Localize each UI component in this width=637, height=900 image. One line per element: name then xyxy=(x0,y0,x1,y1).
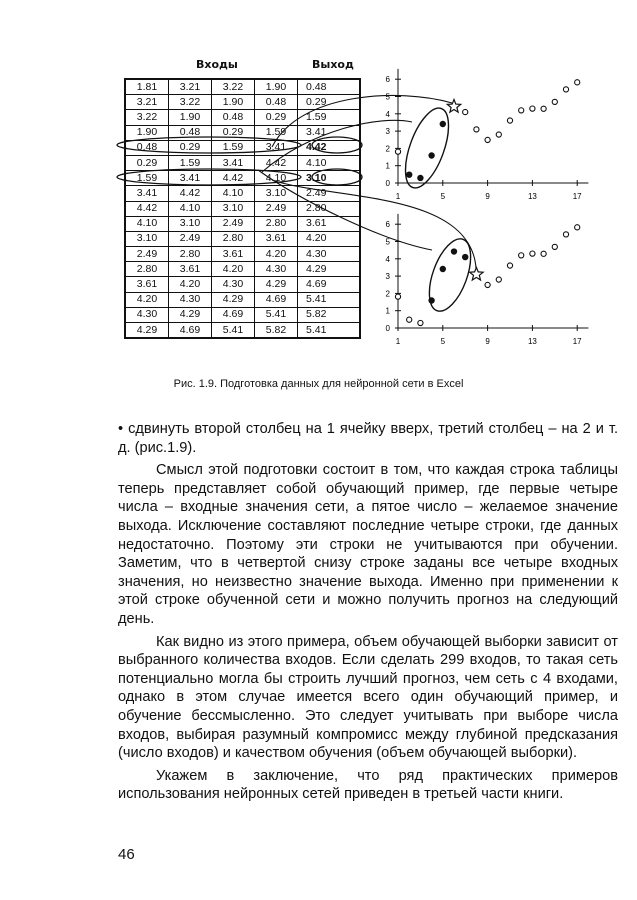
y-tick-label: 3 xyxy=(385,272,390,282)
x-tick-label: 17 xyxy=(572,192,582,201)
input-cell: 4.20 xyxy=(212,262,255,277)
bullet-paragraph: • сдвинуть второй столбец на 1 ячейку вверх, третий столбец – на 2 и т. д. (рис.1.9). xyxy=(118,421,618,456)
page-number: 46 xyxy=(118,846,135,863)
x-tick-label: 5 xyxy=(440,337,446,346)
input-cell: 1.90 xyxy=(212,95,255,110)
data-point-input xyxy=(440,121,446,127)
input-cell: 4.69 xyxy=(255,292,298,307)
input-cell: 1.90 xyxy=(169,110,212,125)
input-cell: 4.30 xyxy=(125,307,169,322)
y-tick-label: 4 xyxy=(385,254,390,264)
input-cell: 0.29 xyxy=(125,155,169,170)
input-cell: 3.41 xyxy=(212,155,255,170)
data-point-input xyxy=(462,254,468,260)
output-cell: 2.49 xyxy=(298,186,361,201)
y-tick-label: 1 xyxy=(385,306,390,316)
input-cell: 4.20 xyxy=(125,292,169,307)
input-cell: 4.10 xyxy=(255,171,298,186)
data-point-series xyxy=(474,127,479,132)
data-point-target xyxy=(470,267,483,280)
data-point-series xyxy=(485,282,490,287)
input-cell: 4.29 xyxy=(125,323,169,339)
data-point-series xyxy=(541,106,546,111)
y-tick-label: 1 xyxy=(385,161,390,171)
input-cell: 2.80 xyxy=(255,216,298,231)
figure-caption: Рис. 1.9. Подготовка данных для нейронной сети в Excel xyxy=(173,378,464,390)
input-cell: 5.82 xyxy=(255,323,298,339)
data-point-series xyxy=(507,118,512,123)
input-cell: 2.80 xyxy=(125,262,169,277)
figure-overlay xyxy=(0,0,637,380)
data-point-series xyxy=(463,109,468,114)
input-cell: 1.90 xyxy=(255,79,298,95)
arrow-curve-3 xyxy=(272,180,476,268)
input-cell: 4.29 xyxy=(169,307,212,322)
data-point-series xyxy=(519,253,524,258)
input-cell: 2.49 xyxy=(255,201,298,216)
input-cell: 4.42 xyxy=(212,171,255,186)
y-tick-label: 3 xyxy=(385,127,390,137)
input-cell: 3.22 xyxy=(169,95,212,110)
input-cell: 4.30 xyxy=(169,292,212,307)
input-cell: 1.59 xyxy=(255,125,298,140)
input-cell: 4.29 xyxy=(212,292,255,307)
input-cell: 2.80 xyxy=(212,231,255,246)
x-tick-label: 1 xyxy=(395,192,401,201)
output-cell: 2.80 xyxy=(298,201,361,216)
input-cell: 3.41 xyxy=(169,171,212,186)
data-point-series xyxy=(541,251,546,256)
data-point-series xyxy=(575,225,580,230)
x-tick-label: 1 xyxy=(395,337,401,346)
data-point-input xyxy=(451,248,457,254)
data-point-series xyxy=(496,132,501,137)
input-cell: 2.49 xyxy=(212,216,255,231)
data-point-series xyxy=(575,80,580,85)
y-tick-label: 0 xyxy=(385,324,390,333)
output-cell: 4.10 xyxy=(298,155,361,170)
data-point-series xyxy=(563,232,568,237)
input-cell: 3.61 xyxy=(169,262,212,277)
data-point-input xyxy=(428,152,434,158)
input-cell: 4.10 xyxy=(212,186,255,201)
input-cell: 0.48 xyxy=(212,110,255,125)
data-point-series xyxy=(418,320,423,325)
input-cell: 0.29 xyxy=(169,140,212,155)
body-text xyxy=(118,420,618,808)
input-cell: 2.49 xyxy=(169,231,212,246)
output-cell: 4.29 xyxy=(298,262,361,277)
y-tick-label: 5 xyxy=(385,92,390,102)
x-tick-label: 9 xyxy=(485,337,490,346)
data-point-series xyxy=(563,87,568,92)
data-point-series xyxy=(395,149,400,154)
paragraph-2: Как видно из этого примера, объем обучающей выборки зависит от выбранного количества входов. Если сделать 299 входов, то такая сеть потенциально могла бы строить лучший прогноз, чем сеть с 4 входами, однако в этом случае имеется всего один обучающий пример, и обучение бессмысленно. Это следует учитывать при выборе числа входов, выбирая разумный компромисс между глубиной предсказания (число входов) и качеством обучения (объем обучающей выборки). xyxy=(118,633,618,762)
input-cell: 3.21 xyxy=(125,95,169,110)
input-cell: 4.42 xyxy=(169,186,212,201)
input-cell: 3.10 xyxy=(169,216,212,231)
input-cell: 3.41 xyxy=(125,186,169,201)
input-cell: 1.59 xyxy=(125,171,169,186)
data-point-input xyxy=(406,171,412,177)
paragraph-3: Укажем в заключение, что ряд практических примеров использования нейронных сетей приведен в третьей части книги. xyxy=(118,767,618,803)
input-cell: 1.59 xyxy=(212,140,255,155)
input-cell: 4.29 xyxy=(255,277,298,292)
input-cell: 3.22 xyxy=(125,110,169,125)
x-tick-label: 17 xyxy=(572,337,582,346)
output-cell: 3.10 xyxy=(298,171,361,186)
input-cell: 3.10 xyxy=(125,231,169,246)
output-cell: 5.82 xyxy=(298,307,361,322)
output-cell: 3.41 xyxy=(298,125,361,140)
input-cell: 3.61 xyxy=(255,231,298,246)
data-point-series xyxy=(519,108,524,113)
input-cell: 2.49 xyxy=(125,247,169,262)
input-cell: 3.10 xyxy=(255,186,298,201)
output-cell: 4.42 xyxy=(298,140,361,155)
y-tick-label: 2 xyxy=(385,289,390,299)
x-tick-label: 9 xyxy=(485,192,490,201)
y-tick-label: 5 xyxy=(385,237,390,247)
arrow-curve-1 xyxy=(272,92,452,147)
input-cell: 1.81 xyxy=(125,79,169,95)
data-point-input xyxy=(417,175,423,181)
x-tick-label: 13 xyxy=(527,192,537,201)
output-header: Выход xyxy=(312,58,354,71)
data-point-series xyxy=(530,251,535,256)
inputs-header: Входы xyxy=(196,58,238,71)
data-point-input xyxy=(440,266,446,272)
input-cell: 5.41 xyxy=(212,323,255,339)
output-cell: 0.48 xyxy=(298,79,361,95)
input-cell: 0.48 xyxy=(169,125,212,140)
output-cell: 5.41 xyxy=(298,323,361,339)
data-point-series xyxy=(530,106,535,111)
row-ellipse-2 xyxy=(117,169,301,185)
input-cell: 1.59 xyxy=(169,155,212,170)
data-point-series xyxy=(485,137,490,142)
data-point-target xyxy=(447,100,460,113)
input-cell: 1.90 xyxy=(125,125,169,140)
input-cell: 4.42 xyxy=(125,201,169,216)
input-cell: 4.20 xyxy=(169,277,212,292)
output-cell: 4.20 xyxy=(298,231,361,246)
x-tick-label: 5 xyxy=(440,192,446,201)
input-cell: 4.69 xyxy=(212,307,255,322)
output-cell: 5.41 xyxy=(298,292,361,307)
output-ellipse-2 xyxy=(312,169,362,185)
input-cell: 4.42 xyxy=(255,155,298,170)
input-cell: 4.10 xyxy=(125,216,169,231)
input-cell: 5.41 xyxy=(255,307,298,322)
data-point-series xyxy=(552,99,557,104)
input-cell: 4.20 xyxy=(255,247,298,262)
input-cell: 3.41 xyxy=(255,140,298,155)
input-cell: 4.69 xyxy=(169,323,212,339)
data-point-series xyxy=(552,244,557,249)
x-tick-label: 13 xyxy=(527,337,537,346)
input-cell: 0.29 xyxy=(212,125,255,140)
y-tick-label: 0 xyxy=(385,179,390,188)
y-tick-label: 4 xyxy=(385,109,390,119)
data-point-series xyxy=(507,263,512,268)
data-point-series xyxy=(407,317,412,322)
y-tick-label: 6 xyxy=(385,220,390,230)
input-cell: 3.61 xyxy=(125,277,169,292)
paragraph-1: Смысл этой подготовки состоит в том, что каждая строка таблицы теперь представляет собой обучающий пример, где первые четыре числа – входные значения сети, а пятое число – желаемое значение выхода. Исключение составляют последние четыре строки, где данных недостаточно. Поэтому эти строки не учитываются при обучении. Заметим, что в четвертой снизу строке заданы все четыре входных значения, но неизвестно значение выхода. Именно при применении к этой строке обученной сети и можно получить прогноз на следующий день. xyxy=(118,462,618,627)
input-cell: 4.10 xyxy=(169,201,212,216)
input-cell: 0.29 xyxy=(255,110,298,125)
input-cell: 0.48 xyxy=(125,140,169,155)
output-ellipse-1 xyxy=(312,137,362,153)
output-cell: 0.29 xyxy=(298,95,361,110)
output-cell: 4.69 xyxy=(298,277,361,292)
input-cell: 4.30 xyxy=(255,262,298,277)
input-cell: 3.22 xyxy=(212,79,255,95)
output-cell: 1.59 xyxy=(298,110,361,125)
output-cell: 3.61 xyxy=(298,216,361,231)
chart-ellipse-1 xyxy=(397,103,458,194)
input-cell: 0.48 xyxy=(255,95,298,110)
input-cell: 3.21 xyxy=(169,79,212,95)
y-tick-label: 2 xyxy=(385,144,390,154)
data-point-series xyxy=(496,277,501,282)
output-cell: 4.30 xyxy=(298,247,361,262)
input-cell: 4.30 xyxy=(212,277,255,292)
data-point-series xyxy=(395,294,400,299)
input-cell: 2.80 xyxy=(169,247,212,262)
input-cell: 3.61 xyxy=(212,247,255,262)
y-tick-label: 6 xyxy=(385,75,390,85)
input-cell: 3.10 xyxy=(212,201,255,216)
